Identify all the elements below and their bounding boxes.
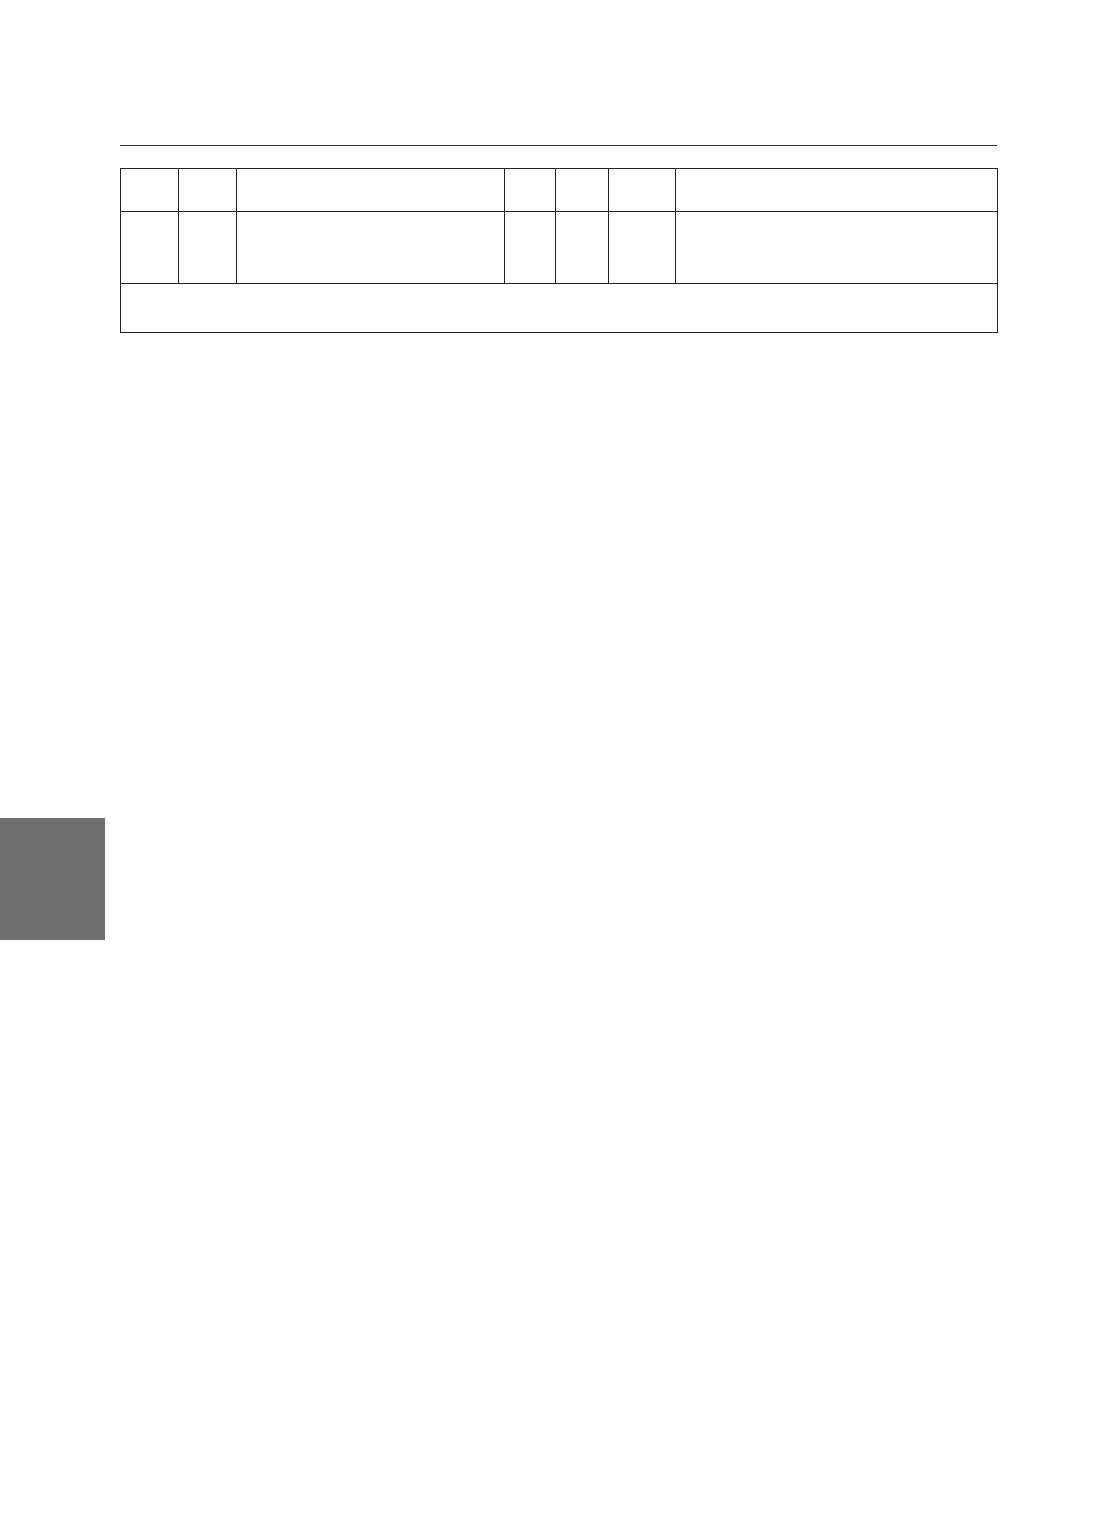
major-code-cell <box>179 260 237 284</box>
institution-location <box>609 284 998 309</box>
major-name-cell <box>237 212 505 236</box>
table-header-row <box>121 169 998 212</box>
institution-name <box>121 284 556 309</box>
col-header-fee <box>609 169 676 212</box>
table-row <box>121 212 998 236</box>
inst-code-cell <box>121 212 179 236</box>
institution-url <box>121 308 998 333</box>
table-row <box>121 260 998 284</box>
table-body <box>121 212 998 333</box>
inst-code-cell <box>121 260 179 284</box>
col-header-major-name <box>237 169 505 212</box>
duration-cell <box>505 236 556 260</box>
major-code-cell <box>179 212 237 236</box>
section-side-tab <box>0 818 105 940</box>
institution-url-row <box>121 308 998 333</box>
col-header-duration <box>505 169 556 212</box>
major-code-cell <box>179 236 237 260</box>
fee-cell <box>609 260 676 284</box>
note-cell <box>676 212 998 236</box>
note-cell <box>676 236 998 260</box>
plan-count-cell <box>556 236 609 260</box>
major-name-cell <box>237 236 505 260</box>
duration-cell <box>505 260 556 284</box>
institution-row <box>121 284 998 309</box>
plan-count-cell <box>556 260 609 284</box>
fee-cell <box>609 236 676 260</box>
admission-plan-table <box>120 168 998 333</box>
institution-plan-total <box>556 284 609 309</box>
major-name-cell <box>237 260 505 284</box>
plan-count-cell <box>556 212 609 236</box>
table-row <box>121 236 998 260</box>
col-header-plan <box>556 169 609 212</box>
fee-cell <box>609 212 676 236</box>
header-rule <box>120 145 997 146</box>
inst-code-cell <box>121 236 179 260</box>
col-header-inst-code <box>121 169 179 212</box>
col-header-major-code <box>179 169 237 212</box>
note-cell <box>676 260 998 284</box>
col-header-note <box>676 169 998 212</box>
duration-cell <box>505 212 556 236</box>
